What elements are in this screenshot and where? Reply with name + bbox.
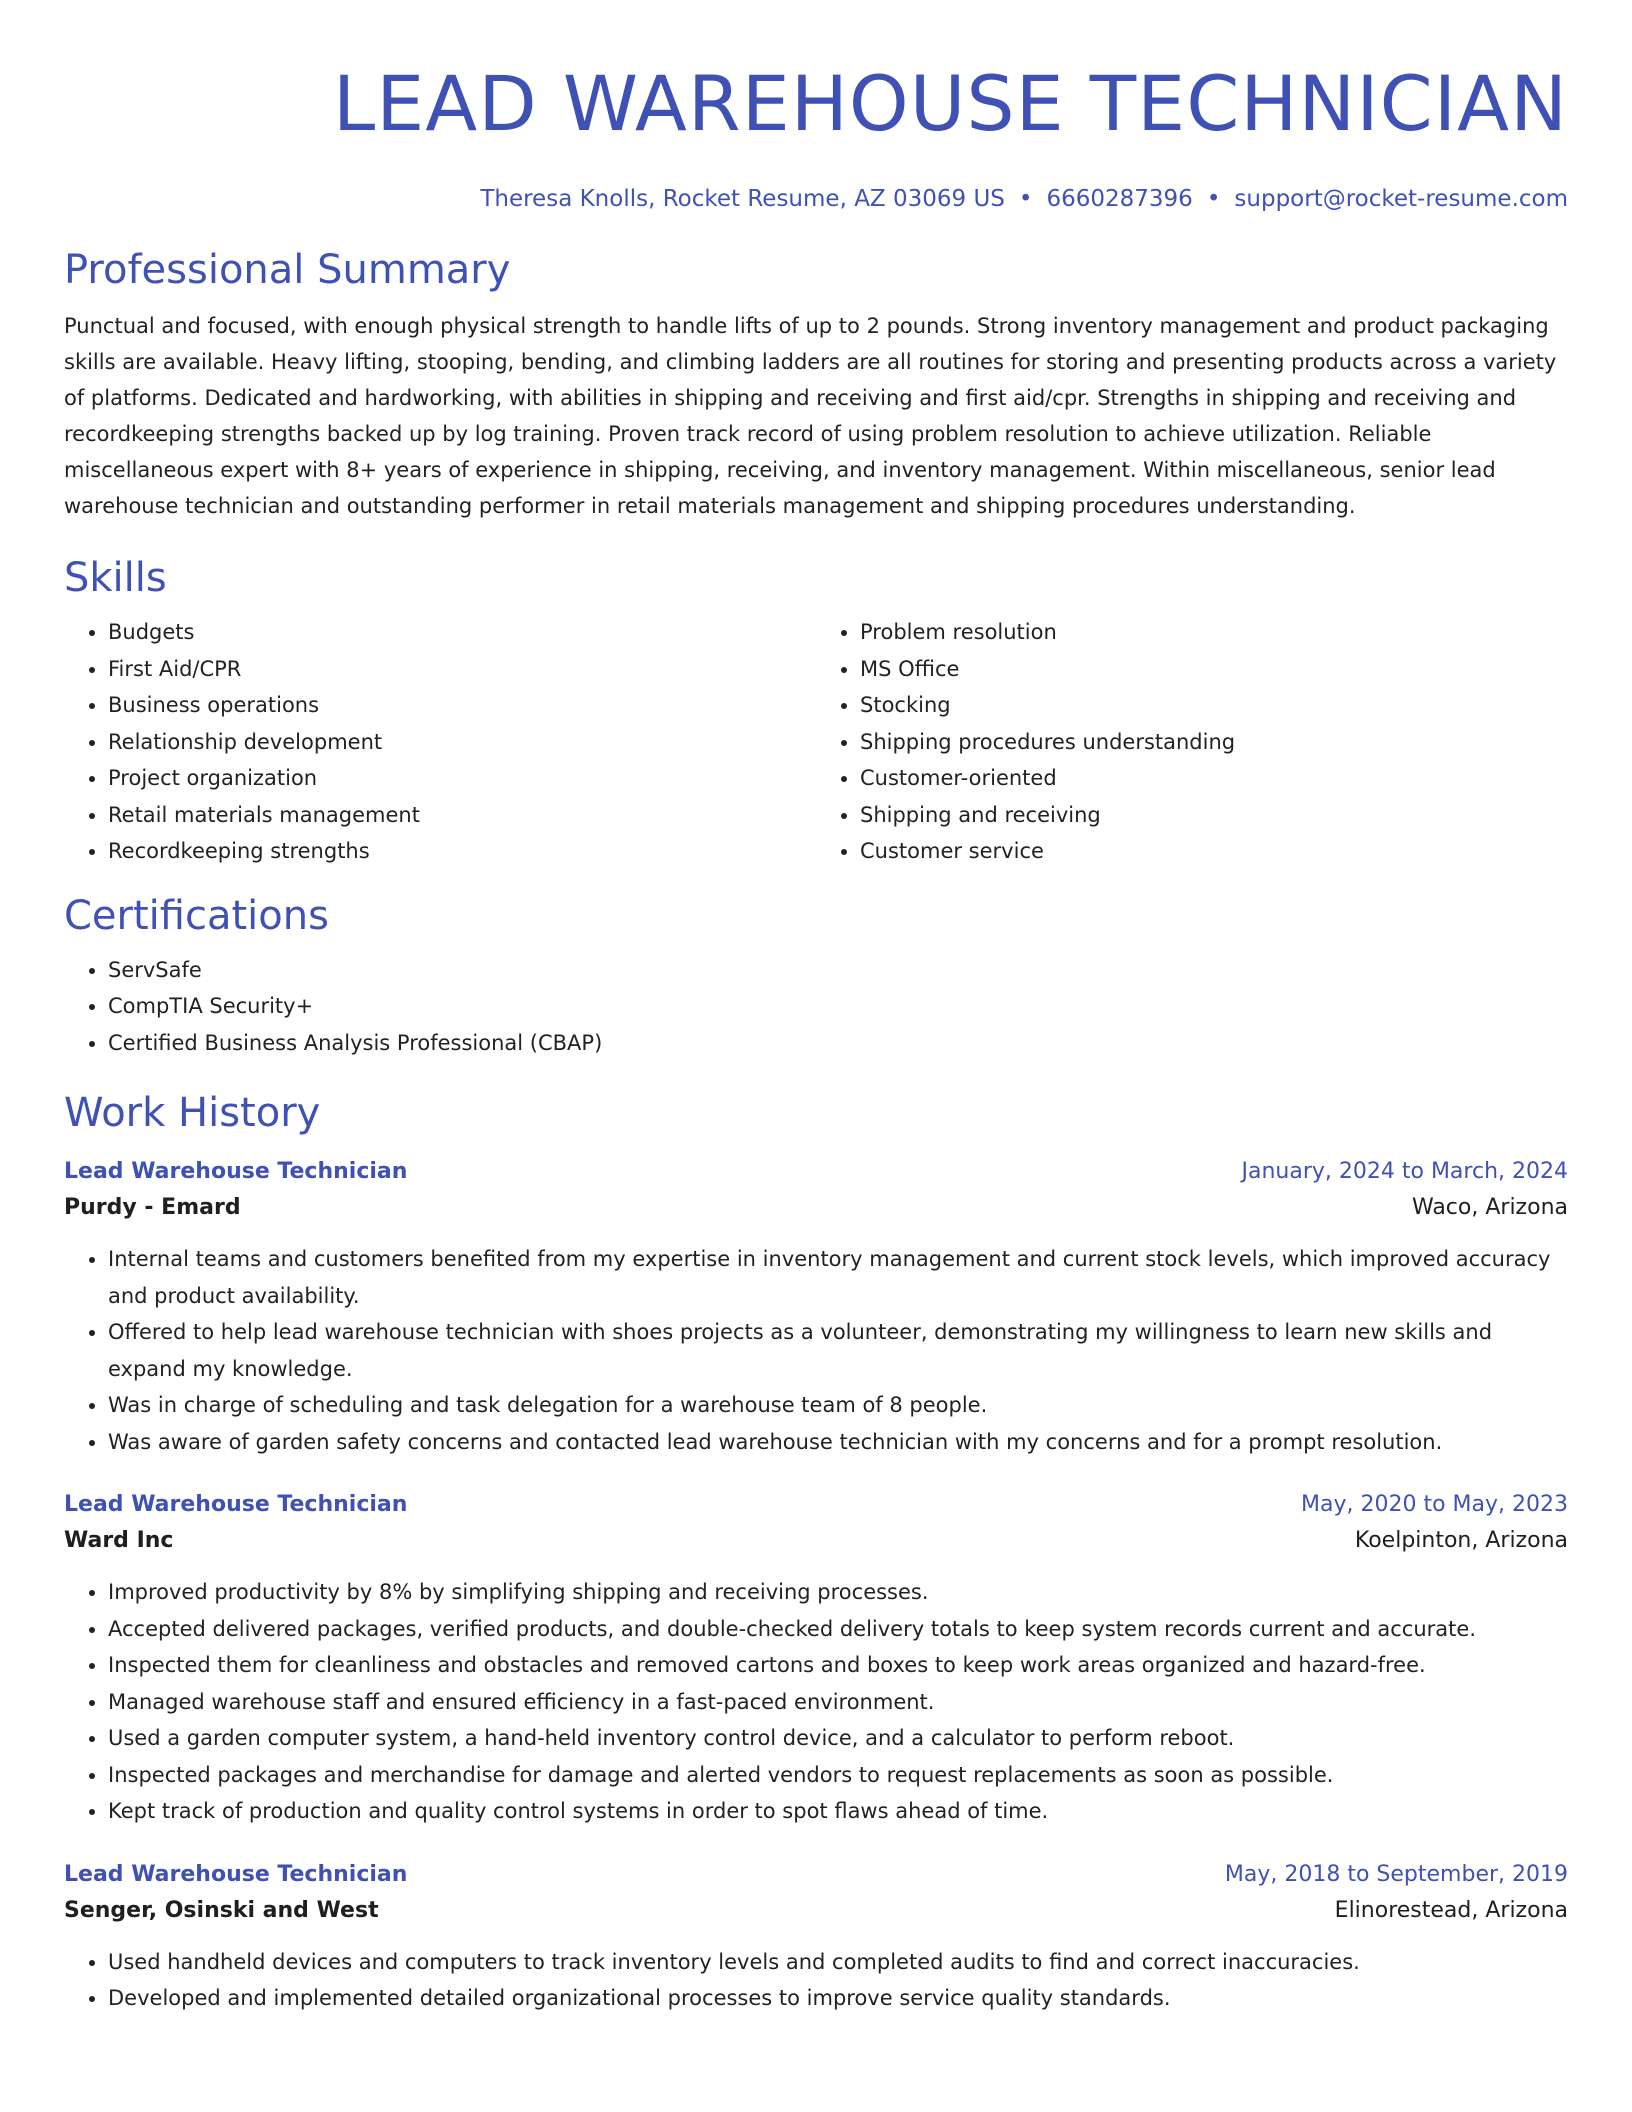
skill-item: • Recordkeeping strengths bbox=[108, 833, 816, 870]
job-entry bbox=[64, 1858, 1568, 2017]
job-bullets bbox=[64, 1574, 1568, 1830]
skill-item: • First Aid/CPR bbox=[108, 651, 816, 688]
job-bullet: • Managed warehouse staff and ensured efficiency in a fast-paced environment. bbox=[108, 1684, 1568, 1721]
certification-item: • ServSafe bbox=[108, 952, 1568, 989]
job-company-row bbox=[64, 1189, 1568, 1227]
contact-email[interactable]: support@rocket-resume.com bbox=[1234, 186, 1568, 212]
resume-header bbox=[64, 0, 1568, 214]
job-dates: May, 2018 to September, 2019 bbox=[1224, 1861, 1568, 1887]
skills-heading: Skills bbox=[64, 555, 167, 601]
work-history-heading: Work History bbox=[64, 1090, 321, 1136]
skill-item: • Relationship development bbox=[108, 724, 816, 761]
contact-separator: • bbox=[1206, 186, 1221, 212]
skill-item: • Customer service bbox=[860, 833, 1568, 870]
job-header-row bbox=[64, 1488, 1568, 1522]
skill-item: • Shipping procedures understanding bbox=[860, 724, 1568, 761]
job-bullet: • Used handheld devices and computers to track inventory levels and completed audits to find and correct inaccuracies. bbox=[108, 1944, 1568, 1981]
job-company-row bbox=[64, 1522, 1568, 1560]
resume-title: LEAD WAREHOUSE TECHNICIAN bbox=[332, 59, 1568, 148]
skills-grid bbox=[64, 614, 1568, 870]
job-bullets bbox=[64, 1241, 1568, 1460]
job-header-row bbox=[64, 1155, 1568, 1189]
job-location: Koelpinton, Arizona bbox=[1354, 1528, 1568, 1553]
certifications-section bbox=[64, 890, 1568, 1062]
job-bullet: • Developed and implemented detailed organizational processes to improve service quality standards. bbox=[108, 1980, 1568, 2017]
job-company: Senger, Osinski and West bbox=[64, 1897, 379, 1923]
job-bullet: • Was aware of garden safety concerns and contacted lead warehouse technician with my concerns and for a prompt resolution. bbox=[108, 1424, 1568, 1461]
skill-item: • Customer-oriented bbox=[860, 760, 1568, 797]
job-bullet: • Internal teams and customers benefited from my expertise in inventory management and current stock levels, which improved accuracy and product availability. bbox=[108, 1241, 1568, 1314]
job-role: Lead Warehouse Technician bbox=[64, 1492, 408, 1517]
job-bullet: • Improved productivity by 8% by simplifying shipping and receiving processes. bbox=[108, 1574, 1568, 1611]
contact-line bbox=[64, 184, 1568, 214]
job-dates: January, 2024 to March, 2024 bbox=[1241, 1159, 1568, 1184]
skills-list-right bbox=[816, 614, 1568, 870]
job-bullet: • Used a garden computer system, a hand-held inventory control device, and a calculator to perform reboot. bbox=[108, 1720, 1568, 1757]
certifications-list bbox=[64, 952, 1568, 1062]
job-role: Lead Warehouse Technician bbox=[64, 1861, 408, 1887]
skill-item: • Retail materials management bbox=[108, 797, 816, 834]
contact-address: Theresa Knolls, Rocket Resume, AZ 03069 US bbox=[480, 186, 1005, 212]
job-location: Elinorestead, Arizona bbox=[1334, 1897, 1568, 1923]
summary-text: Punctual and focused, with enough physical strength to handle lifts of up to 2 pounds. Strong inventory management and product packaging skills are available. Heavy lifting, stooping, bending, and climbing ladders are all routines for storing and presenting products across a variety of platforms. Dedicated and hardworking, with abilities in shipping and receiving and first aid/cpr. Strengths in shipping and receiving and recordkeeping strengths backed up by log training. Proven track record of using problem resolution to achieve utilization. Reliable miscellaneous expert with 8+ years of experience in shipping, receiving, and inventory management. Within miscellaneous, senior lead warehouse technician and outstanding performer in retail materials management and shipping procedures understanding. bbox=[64, 314, 1557, 518]
skill-item: • MS Office bbox=[860, 651, 1568, 688]
job-company: Purdy - Emard bbox=[64, 1195, 241, 1220]
certifications-heading: Certifications bbox=[64, 892, 329, 939]
summary-heading: Professional Summary bbox=[64, 247, 511, 293]
job-entry bbox=[64, 1155, 1568, 1460]
skill-item: • Project organization bbox=[108, 760, 816, 797]
job-dates: May, 2020 to May, 2023 bbox=[1301, 1492, 1568, 1517]
job-bullet: • Accepted delivered packages, verified products, and double-checked delivery totals to keep system records current and accurate. bbox=[108, 1611, 1568, 1648]
job-bullet: • Was in charge of scheduling and task delegation for a warehouse team of 8 people. bbox=[108, 1387, 1568, 1424]
skills-list-left bbox=[64, 614, 816, 870]
job-bullet: • Inspected packages and merchandise for damage and alerted vendors to request replacements as soon as possible. bbox=[108, 1757, 1568, 1794]
job-bullet: • Kept track of production and quality control systems in order to spot flaws ahead of time. bbox=[108, 1793, 1568, 1830]
job-bullet: • Inspected them for cleanliness and obstacles and removed cartons and boxes to keep work areas organized and hazard-free. bbox=[108, 1647, 1568, 1684]
job-header-row bbox=[64, 1858, 1568, 1892]
skill-item: • Shipping and receiving bbox=[860, 797, 1568, 834]
skill-item: • Business operations bbox=[108, 687, 816, 724]
skills-section bbox=[64, 552, 1568, 870]
skill-item: • Budgets bbox=[108, 614, 816, 651]
skill-item: • Stocking bbox=[860, 687, 1568, 724]
job-bullet: • Offered to help lead warehouse technician with shoes projects as a volunteer, demonstrating my willingness to learn new skills and expand my knowledge. bbox=[108, 1314, 1568, 1387]
certification-item: • Certified Business Analysis Professional (CBAP) bbox=[108, 1025, 1568, 1062]
job-location: Waco, Arizona bbox=[1411, 1195, 1568, 1220]
job-bullets bbox=[64, 1944, 1568, 2017]
summary-section bbox=[64, 244, 1568, 524]
contact-separator: • bbox=[1018, 186, 1033, 212]
contact-phone: 6660287396 bbox=[1046, 186, 1193, 212]
work-history-section bbox=[64, 1087, 1568, 2017]
job-entry bbox=[64, 1488, 1568, 1830]
skill-item: • Problem resolution bbox=[860, 614, 1568, 651]
job-company: Ward Inc bbox=[64, 1528, 174, 1553]
job-company-row bbox=[64, 1892, 1568, 1930]
job-role: Lead Warehouse Technician bbox=[64, 1159, 408, 1184]
certification-item: • CompTIA Security+ bbox=[108, 988, 1568, 1025]
